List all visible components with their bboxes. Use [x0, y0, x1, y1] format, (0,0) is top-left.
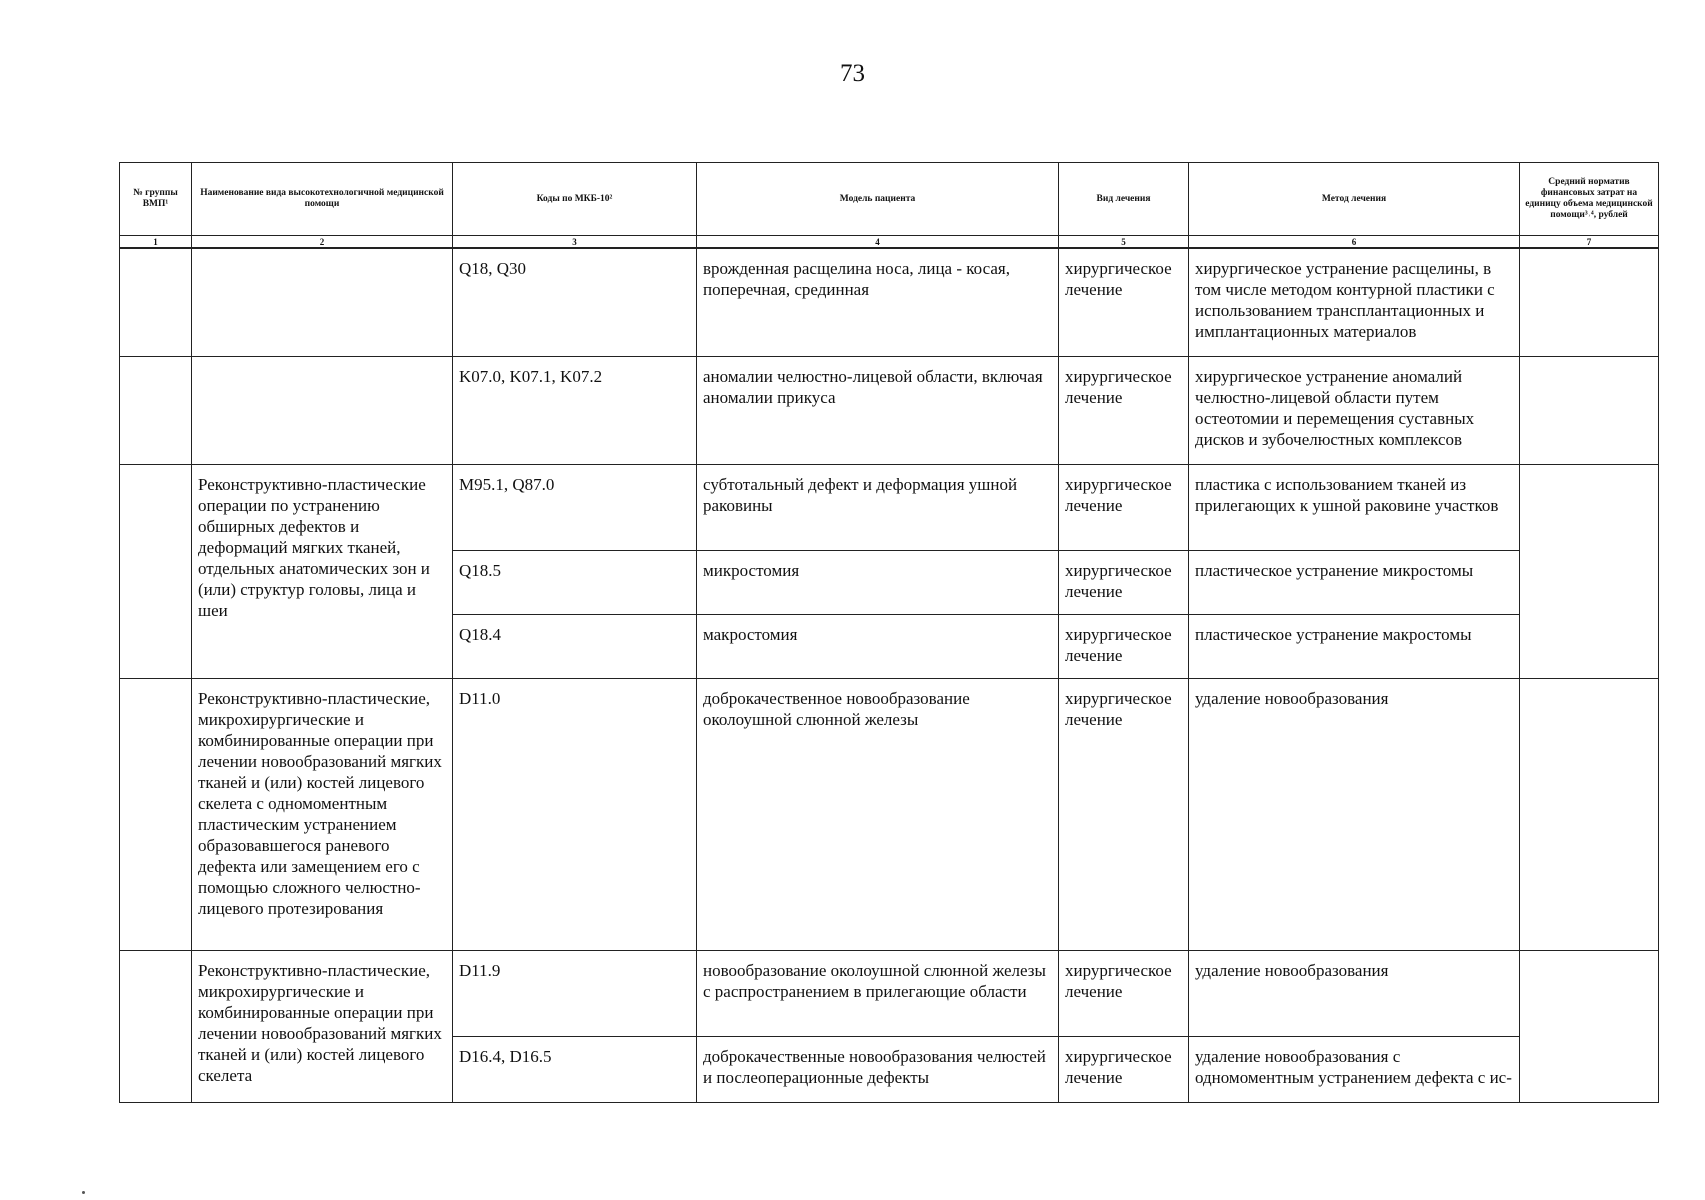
header-row — [120, 163, 1659, 236]
care-type-cell — [192, 248, 453, 357]
patient-model-cell: доброкачественное новообразование околоушной слюнной железы — [697, 679, 1059, 951]
patient-model-cell: доброкачественные новообразования челюстей и послеоперационные дефекты — [697, 1037, 1059, 1103]
page-number: 73 — [840, 60, 865, 87]
table-row — [120, 357, 1659, 465]
treatment-method-cell: хирургическое устранение расщелины, в том числе методом контурной пластики с использованием трансплантационных и имплантационных материалов — [1189, 248, 1520, 357]
icd-codes-cell: K07.0, K07.1, K07.2 — [453, 357, 697, 465]
header-patient-model: Модель пациента — [697, 163, 1059, 236]
treatment-method-cell: удаление новообразования — [1189, 951, 1520, 1037]
column-number-row — [120, 236, 1659, 249]
column-number: 7 — [1520, 236, 1659, 249]
scan-artifact — [82, 1191, 85, 1194]
icd-codes-cell: Q18.4 — [453, 615, 697, 679]
cost-standard-cell — [1520, 951, 1659, 1103]
column-number: 2 — [192, 236, 453, 249]
table-row — [120, 465, 1659, 551]
treatment-type-cell: хирургическое лечение — [1059, 357, 1189, 465]
care-type-cell: Реконструктивно-пластические операции по устранению обширных дефектов и деформаций мягких тканей, отдельных анатомических зон и (или) структур головы, лица и шеи — [192, 465, 453, 679]
icd-codes-cell: D16.4, D16.5 — [453, 1037, 697, 1103]
table-row — [120, 248, 1659, 357]
treatment-method-cell: хирургическое устранение аномалий челюстно-лицевой области путем остеотомии и перемещения суставных дисков и зубочелюстных комплексов — [1189, 357, 1520, 465]
treatment-type-cell: хирургическое лечение — [1059, 248, 1189, 357]
cost-standard-cell — [1520, 357, 1659, 465]
group-number-cell — [120, 951, 192, 1103]
treatment-method-cell: пластика с использованием тканей из прилегающих к ушной раковине участков — [1189, 465, 1520, 551]
vmp-table — [119, 162, 1659, 1103]
treatment-method-cell: удаление новообразования с одномоментным устранением дефекта с ис- — [1189, 1037, 1520, 1103]
group-number-cell — [120, 465, 192, 679]
header-care-type: Наименование вида высокотехнологичной медицинской помощи — [192, 163, 453, 236]
icd-codes-cell: D11.0 — [453, 679, 697, 951]
patient-model-cell: новообразование околоушной слюнной железы с распространением в прилегающие области — [697, 951, 1059, 1037]
treatment-method-cell: удаление новообразования — [1189, 679, 1520, 951]
care-type-cell — [192, 357, 453, 465]
cost-standard-cell — [1520, 679, 1659, 951]
column-number: 1 — [120, 236, 192, 249]
column-number: 5 — [1059, 236, 1189, 249]
patient-model-cell: субтотальный дефект и деформация ушной раковины — [697, 465, 1059, 551]
treatment-method-cell: пластическое устранение макростомы — [1189, 615, 1520, 679]
icd-codes-cell: M95.1, Q87.0 — [453, 465, 697, 551]
patient-model-cell: аномалии челюстно-лицевой области, включая аномалии прикуса — [697, 357, 1059, 465]
header-treatment-type: Вид лечения — [1059, 163, 1189, 236]
treatment-type-cell: хирургическое лечение — [1059, 551, 1189, 615]
column-number: 4 — [697, 236, 1059, 249]
header-cost-standard: Средний норматив финансовых затрат на единицу объема медицинской помощи³˒⁴, рублей — [1520, 163, 1659, 236]
header-group-number: № группы ВМП¹ — [120, 163, 192, 236]
care-type-cell: Реконструктивно-пластические, микрохирургические и комбинированные операции при лечении новообразований мягких тканей и (или) костей лицевого скелета — [192, 951, 453, 1103]
treatment-type-cell: хирургическое лечение — [1059, 679, 1189, 951]
treatment-type-cell: хирургическое лечение — [1059, 1037, 1189, 1103]
patient-model-cell: макростомия — [697, 615, 1059, 679]
treatment-type-cell: хирургическое лечение — [1059, 951, 1189, 1037]
table-row — [120, 679, 1659, 951]
patient-model-cell: микростомия — [697, 551, 1059, 615]
group-number-cell — [120, 679, 192, 951]
group-number-cell — [120, 248, 192, 357]
cost-standard-cell — [1520, 248, 1659, 357]
cost-standard-cell — [1520, 465, 1659, 679]
group-number-cell — [120, 357, 192, 465]
column-number: 3 — [453, 236, 697, 249]
icd-codes-cell: Q18, Q30 — [453, 248, 697, 357]
treatment-method-cell: пластическое устранение микростомы — [1189, 551, 1520, 615]
column-number: 6 — [1189, 236, 1520, 249]
header-treatment-method: Метод лечения — [1189, 163, 1520, 236]
icd-codes-cell: D11.9 — [453, 951, 697, 1037]
icd-codes-cell: Q18.5 — [453, 551, 697, 615]
table-row — [120, 951, 1659, 1037]
treatment-type-cell: хирургическое лечение — [1059, 615, 1189, 679]
patient-model-cell: врожденная расщелина носа, лица - косая, поперечная, срединная — [697, 248, 1059, 357]
care-type-cell: Реконструктивно-пластические, микрохирургические и комбинированные операции при лечении новообразований мягких тканей и (или) костей лицевого скелета с одномоментным пластическим устранением образовавшегося раневого дефекта или замещением его с помощью сложного челюстно-лицевого протезирования — [192, 679, 453, 951]
treatment-type-cell: хирургическое лечение — [1059, 465, 1189, 551]
header-icd-codes: Коды по МКБ-10² — [453, 163, 697, 236]
